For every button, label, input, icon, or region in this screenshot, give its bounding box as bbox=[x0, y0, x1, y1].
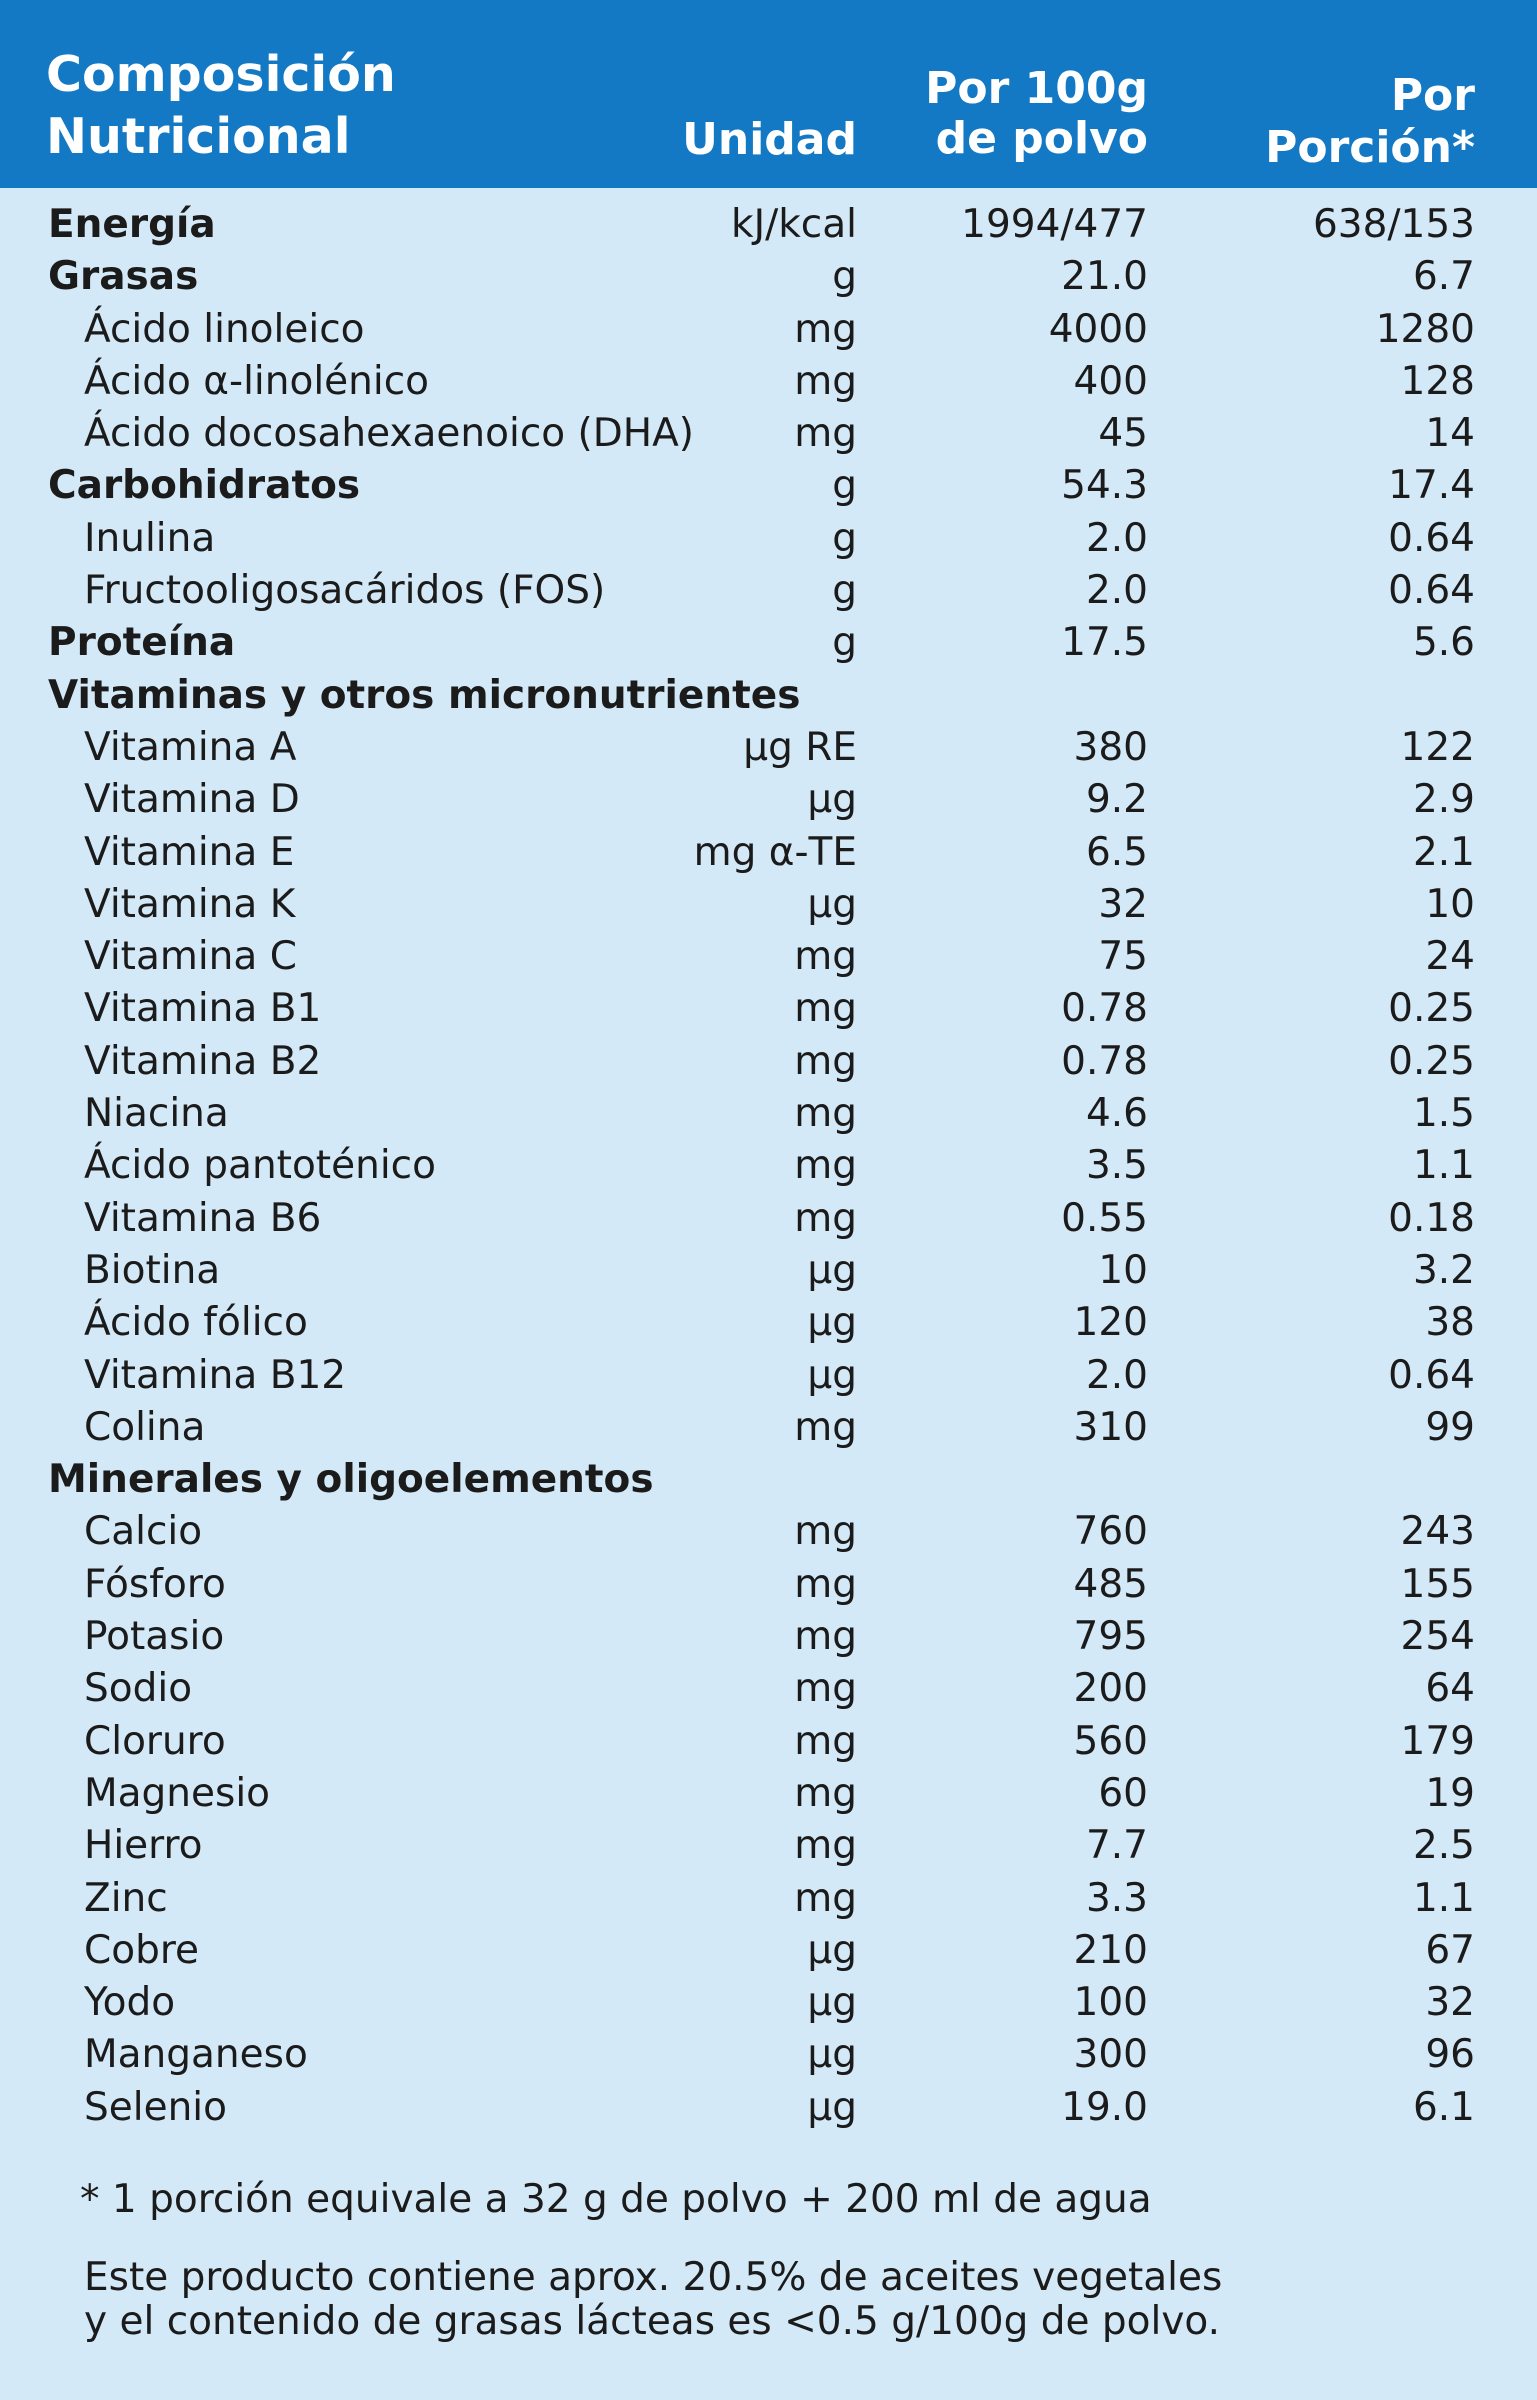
note-line-1: Este producto contiene aprox. 20.5% de aceites vegetales bbox=[84, 2255, 1223, 2300]
nutrient-name: Ácido fólico bbox=[84, 1300, 308, 1346]
per-portion-cell: 67 bbox=[1425, 1927, 1475, 1973]
per-100g-cell: 19.0 bbox=[1061, 2084, 1148, 2130]
per-100g-cell: 0.78 bbox=[1061, 986, 1148, 1032]
nutrient-name: Grasas bbox=[48, 254, 199, 300]
fat-content-note bbox=[84, 2256, 1222, 2344]
nutrient-name: Calcio bbox=[84, 1509, 203, 1555]
nutrient-name: Inulina bbox=[84, 515, 216, 561]
table-row bbox=[0, 251, 1537, 303]
nutrient-name: Vitamina E bbox=[84, 829, 295, 875]
unit-cell: µg bbox=[807, 1300, 857, 1346]
per-portion-cell: 1.1 bbox=[1412, 1875, 1475, 1921]
table-row bbox=[0, 408, 1537, 460]
nutrient-name: Cobre bbox=[84, 1927, 200, 1973]
per-portion-cell: 6.7 bbox=[1412, 254, 1475, 300]
per-portion-cell: 38 bbox=[1425, 1300, 1475, 1346]
per-portion-cell: 0.64 bbox=[1388, 515, 1475, 561]
unit-cell: mg bbox=[794, 934, 857, 980]
unit-cell: mg bbox=[794, 358, 857, 404]
unit-cell: kJ/kcal bbox=[731, 202, 857, 247]
unit-cell: mg bbox=[794, 1875, 857, 1921]
per-100g-line-2: de polvo bbox=[935, 113, 1148, 164]
nutrient-name: Energía bbox=[48, 202, 216, 247]
per-100g-cell: 1994/477 bbox=[961, 202, 1148, 247]
nutrient-name: Cloruro bbox=[84, 1718, 226, 1764]
table-title bbox=[46, 44, 396, 168]
per-portion-cell: 0.64 bbox=[1388, 568, 1475, 614]
table-row bbox=[0, 1350, 1537, 1402]
nutrient-name: Fósforo bbox=[84, 1561, 226, 1607]
per-100g-cell: 0.78 bbox=[1061, 1038, 1148, 1084]
column-header-per-portion bbox=[1265, 70, 1475, 174]
table-row bbox=[0, 1716, 1537, 1768]
unit-cell: mg bbox=[794, 411, 857, 457]
unit-cell: g bbox=[832, 254, 857, 300]
per-portion-cell: 10 bbox=[1425, 881, 1475, 927]
unit-cell: mg bbox=[794, 1666, 857, 1712]
table-row bbox=[0, 879, 1537, 931]
per-portion-cell: 0.64 bbox=[1388, 1352, 1475, 1398]
unit-cell: g bbox=[832, 515, 857, 561]
unit-cell: g bbox=[832, 620, 857, 666]
unit-cell: µg bbox=[807, 1352, 857, 1398]
nutrient-name: Potasio bbox=[84, 1614, 225, 1660]
nutrient-name: Ácido pantoténico bbox=[84, 1143, 436, 1189]
table-row bbox=[0, 931, 1537, 983]
table-row bbox=[0, 1977, 1537, 2029]
per-portion-cell: 99 bbox=[1425, 1404, 1475, 1450]
per-portion-cell: 254 bbox=[1400, 1614, 1475, 1660]
nutrient-name: Magnesio bbox=[84, 1770, 271, 1816]
unit-cell: µg bbox=[807, 881, 857, 927]
per-portion-cell: 17.4 bbox=[1388, 463, 1475, 509]
per-portion-cell: 19 bbox=[1425, 1770, 1475, 1816]
table-row bbox=[0, 1873, 1537, 1925]
nutrient-name: Vitamina D bbox=[84, 777, 300, 823]
per-portion-line-1: Por bbox=[1390, 70, 1475, 121]
per-portion-cell: 638/153 bbox=[1312, 202, 1475, 247]
nutrient-name: Manganeso bbox=[84, 2032, 308, 2078]
unit-cell: g bbox=[832, 463, 857, 509]
nutrient-name: Sodio bbox=[84, 1666, 193, 1712]
nutrient-name: Biotina bbox=[84, 1247, 221, 1293]
per-portion-cell: 0.18 bbox=[1388, 1195, 1475, 1241]
unit-cell: mg bbox=[794, 1561, 857, 1607]
per-100g-cell: 2.0 bbox=[1085, 1352, 1148, 1398]
table-row bbox=[0, 1245, 1537, 1297]
nutrient-name: Colina bbox=[84, 1404, 206, 1450]
table-row bbox=[0, 1140, 1537, 1192]
per-100g-cell: 9.2 bbox=[1085, 777, 1148, 823]
table-row bbox=[0, 1193, 1537, 1245]
table-row bbox=[0, 1402, 1537, 1454]
nutrient-name: Hierro bbox=[84, 1823, 203, 1869]
per-portion-cell: 243 bbox=[1400, 1509, 1475, 1555]
per-100g-cell: 2.0 bbox=[1085, 515, 1148, 561]
per-portion-cell: 24 bbox=[1425, 934, 1475, 980]
per-portion-cell: 2.9 bbox=[1412, 777, 1475, 823]
unit-cell: mg bbox=[794, 1195, 857, 1241]
unit-cell: mg bbox=[794, 1091, 857, 1137]
per-portion-cell: 2.5 bbox=[1412, 1823, 1475, 1869]
nutrient-name: Vitamina B2 bbox=[84, 1038, 322, 1084]
per-100g-cell: 54.3 bbox=[1061, 463, 1148, 509]
per-portion-cell: 1.5 bbox=[1412, 1091, 1475, 1137]
unit-cell: µg bbox=[807, 2032, 857, 2078]
per-portion-cell: 2.1 bbox=[1412, 829, 1475, 875]
table-row bbox=[0, 1925, 1537, 1977]
table-row bbox=[0, 1088, 1537, 1140]
table-row bbox=[0, 827, 1537, 879]
table-row bbox=[0, 565, 1537, 617]
table-row bbox=[0, 774, 1537, 826]
nutrient-name: Yodo bbox=[84, 1980, 176, 2026]
per-100g-cell: 2.0 bbox=[1085, 568, 1148, 614]
nutrition-table-body bbox=[0, 199, 1537, 2134]
table-row bbox=[0, 304, 1537, 356]
table-header bbox=[0, 0, 1537, 188]
unit-cell: mg bbox=[794, 1143, 857, 1189]
per-100g-cell: 380 bbox=[1073, 724, 1148, 770]
per-portion-cell: 5.6 bbox=[1412, 620, 1475, 666]
table-row bbox=[0, 460, 1537, 512]
per-100g-cell: 200 bbox=[1073, 1666, 1148, 1712]
per-100g-cell: 795 bbox=[1073, 1614, 1148, 1660]
nutrient-name: Vitamina B1 bbox=[84, 986, 322, 1032]
title-line-2: Nutricional bbox=[46, 108, 351, 165]
nutrient-name: Vitamina A bbox=[84, 724, 297, 770]
per-100g-cell: 4000 bbox=[1048, 306, 1148, 352]
per-100g-cell: 17.5 bbox=[1061, 620, 1148, 666]
per-portion-cell: 155 bbox=[1400, 1561, 1475, 1607]
per-100g-cell: 6.5 bbox=[1085, 829, 1148, 875]
unit-cell: mg bbox=[794, 1770, 857, 1816]
nutrient-name: Ácido linoleico bbox=[84, 306, 365, 352]
table-row bbox=[0, 1611, 1537, 1663]
per-100g-cell: 3.5 bbox=[1085, 1143, 1148, 1189]
unit-cell: mg α-TE bbox=[693, 829, 857, 875]
unit-cell: mg bbox=[794, 1509, 857, 1555]
table-row bbox=[0, 513, 1537, 565]
table-row bbox=[0, 722, 1537, 774]
nutrient-name: Vitamina B12 bbox=[84, 1352, 347, 1398]
nutrient-name: Minerales y oligoelementos bbox=[48, 1457, 654, 1503]
per-100g-cell: 10 bbox=[1098, 1247, 1148, 1293]
unit-cell: µg bbox=[807, 1980, 857, 2026]
unit-cell: µg bbox=[807, 777, 857, 823]
portion-footnote: * 1 porción equivale a 32 g de polvo + 200 ml de agua bbox=[80, 2177, 1152, 2222]
per-100g-cell: 45 bbox=[1098, 411, 1148, 457]
per-portion-cell: 0.25 bbox=[1388, 1038, 1475, 1084]
nutrient-name: Selenio bbox=[84, 2084, 227, 2130]
table-row bbox=[0, 2082, 1537, 2134]
unit-cell: mg bbox=[794, 1038, 857, 1084]
nutrient-name: Vitamina K bbox=[84, 881, 296, 927]
per-100g-cell: 300 bbox=[1073, 2032, 1148, 2078]
nutrient-name: Fructooligosacáridos (FOS) bbox=[84, 568, 606, 614]
per-100g-cell: 60 bbox=[1098, 1770, 1148, 1816]
per-portion-cell: 6.1 bbox=[1412, 2084, 1475, 2130]
table-row bbox=[0, 1768, 1537, 1820]
section-header-row bbox=[0, 670, 1537, 722]
table-row bbox=[0, 2029, 1537, 2081]
table-row bbox=[0, 356, 1537, 408]
per-100g-cell: 310 bbox=[1073, 1404, 1148, 1450]
column-header-per-100g bbox=[925, 64, 1148, 164]
title-line-1: Composición bbox=[46, 46, 396, 103]
per-portion-cell: 32 bbox=[1425, 1980, 1475, 2026]
per-portion-cell: 1.1 bbox=[1412, 1143, 1475, 1189]
nutrient-name: Carbohidratos bbox=[48, 463, 361, 509]
unit-cell: µg RE bbox=[743, 724, 857, 770]
unit-cell: mg bbox=[794, 986, 857, 1032]
nutrient-name: Vitaminas y otros micronutrientes bbox=[48, 672, 801, 718]
per-100g-cell: 21.0 bbox=[1061, 254, 1148, 300]
per-100g-cell: 0.55 bbox=[1061, 1195, 1148, 1241]
unit-cell: mg bbox=[794, 1404, 857, 1450]
per-portion-cell: 128 bbox=[1400, 358, 1475, 404]
per-portion-cell: 179 bbox=[1400, 1718, 1475, 1764]
nutrient-name: Niacina bbox=[84, 1091, 229, 1137]
per-portion-cell: 122 bbox=[1400, 724, 1475, 770]
table-row bbox=[0, 1663, 1537, 1715]
table-row bbox=[0, 1506, 1537, 1558]
unit-cell: µg bbox=[807, 1247, 857, 1293]
per-portion-cell: 3.2 bbox=[1412, 1247, 1475, 1293]
unit-cell: mg bbox=[794, 1823, 857, 1869]
table-row bbox=[0, 617, 1537, 669]
nutrient-name: Vitamina B6 bbox=[84, 1195, 322, 1241]
column-header-unit: Unidad bbox=[682, 114, 857, 165]
table-row bbox=[0, 199, 1537, 251]
section-header-row bbox=[0, 1454, 1537, 1506]
per-100g-cell: 100 bbox=[1073, 1980, 1148, 2026]
per-portion-cell: 0.25 bbox=[1388, 986, 1475, 1032]
per-100g-cell: 7.7 bbox=[1085, 1823, 1148, 1869]
per-100g-cell: 75 bbox=[1098, 934, 1148, 980]
table-row bbox=[0, 1297, 1537, 1349]
table-row bbox=[0, 1559, 1537, 1611]
per-100g-cell: 210 bbox=[1073, 1927, 1148, 1973]
per-100g-cell: 560 bbox=[1073, 1718, 1148, 1764]
per-portion-line-2: Porción* bbox=[1265, 122, 1475, 173]
nutrient-name: Ácido α-linolénico bbox=[84, 358, 430, 404]
per-100g-cell: 120 bbox=[1073, 1300, 1148, 1346]
nutrient-name: Ácido docosahexaenoico (DHA) bbox=[84, 411, 695, 457]
per-100g-cell: 32 bbox=[1098, 881, 1148, 927]
nutrient-name: Zinc bbox=[84, 1875, 168, 1921]
unit-cell: mg bbox=[794, 1614, 857, 1660]
per-portion-cell: 14 bbox=[1425, 411, 1475, 457]
nutrient-name: Vitamina C bbox=[84, 934, 297, 980]
per-100g-cell: 3.3 bbox=[1085, 1875, 1148, 1921]
nutrient-name: Proteína bbox=[48, 620, 236, 666]
per-100g-line-1: Por 100g bbox=[925, 63, 1148, 114]
unit-cell: mg bbox=[794, 1718, 857, 1764]
per-100g-cell: 760 bbox=[1073, 1509, 1148, 1555]
unit-cell: µg bbox=[807, 1927, 857, 1973]
table-row bbox=[0, 983, 1537, 1035]
unit-cell: g bbox=[832, 568, 857, 614]
per-portion-cell: 96 bbox=[1425, 2032, 1475, 2078]
per-portion-cell: 1280 bbox=[1375, 306, 1475, 352]
per-portion-cell: 64 bbox=[1425, 1666, 1475, 1712]
per-100g-cell: 4.6 bbox=[1085, 1091, 1148, 1137]
table-row bbox=[0, 1036, 1537, 1088]
note-line-2: y el contenido de grasas lácteas es <0.5 g/100g de polvo. bbox=[84, 2299, 1220, 2344]
per-100g-cell: 400 bbox=[1073, 358, 1148, 404]
unit-cell: mg bbox=[794, 306, 857, 352]
table-row bbox=[0, 1820, 1537, 1872]
per-100g-cell: 485 bbox=[1073, 1561, 1148, 1607]
unit-cell: µg bbox=[807, 2084, 857, 2130]
